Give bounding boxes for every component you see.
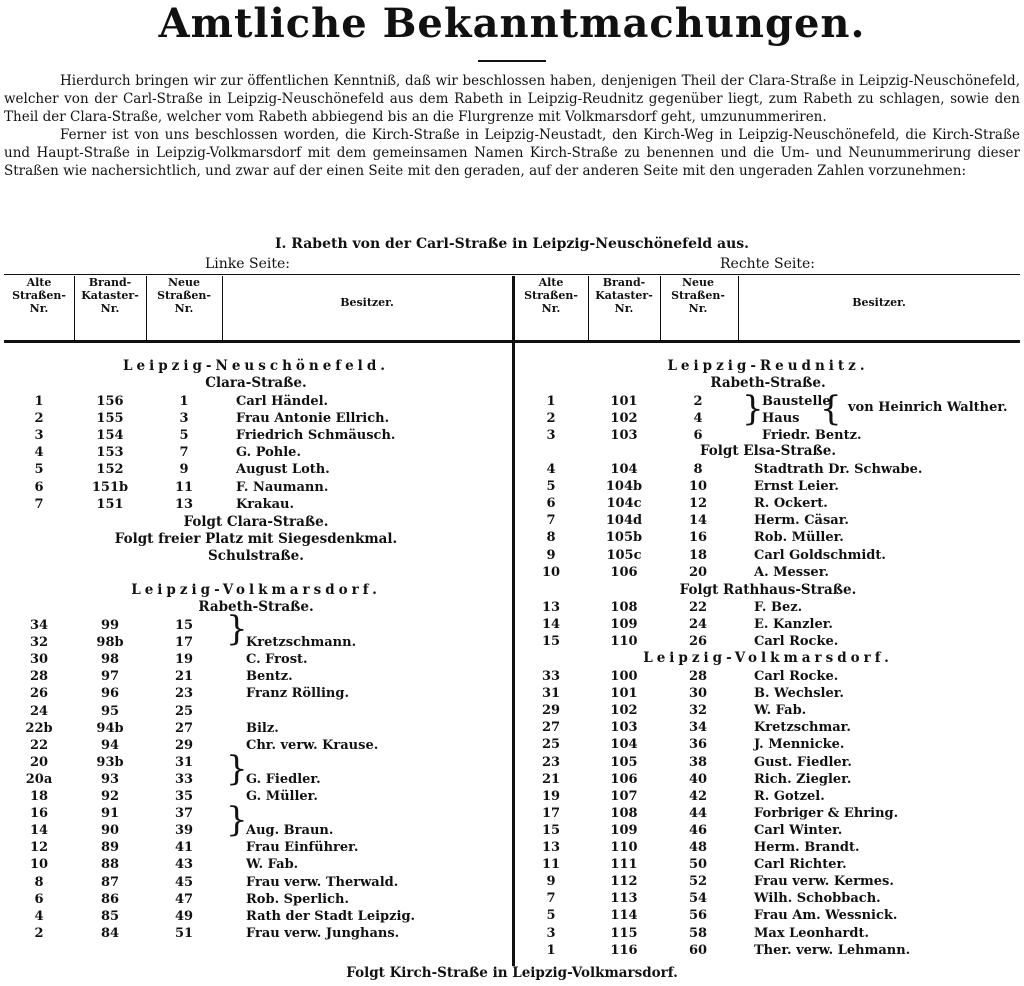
cadastre-number: 154	[96, 428, 124, 444]
cadastre-number: 99	[100, 618, 120, 633]
table-row	[0, 512, 1024, 529]
cadastre-number: 115	[610, 925, 638, 941]
owner-name: W. Fab.	[246, 857, 299, 873]
cadastre-number: 98	[100, 652, 120, 668]
old-street-number: 5	[34, 462, 44, 478]
owner-name: August Loth.	[236, 462, 330, 478]
old-street-number: 17	[541, 805, 561, 821]
new-street-number: 56	[688, 908, 708, 924]
old-street-number: 4	[546, 462, 556, 477]
table-row	[0, 839, 1024, 856]
new-street-number: 31	[174, 754, 194, 770]
cadastre-number: 113	[610, 891, 638, 907]
new-street-number: 16	[688, 530, 708, 546]
owner-name: Chr. verw. Krause.	[246, 737, 379, 753]
new-street-number: 10	[688, 479, 708, 495]
col-divider	[74, 276, 75, 340]
intro-paragraph-2: Ferner ist von uns beschlossen worden, die Kirch-Straße in Leipzig-Neustadt, den Kirch-Weg in Leipzig-Neuschönefeld, die Kirch-Straße und Haupt-Straße in Leipzig-Volkmarsdorf mit dem gemeinsamen Namen Kirch-Straße zu benennen und die Um- und Neunummerirung dieser Straßen wie nachersichtlich, und zwar auf der einen Seite mit den geraden, auf der anderen Seite mit den ungeraden Zahlen vorzunehmen:	[4, 127, 1020, 179]
owner-name: Bentz.	[246, 669, 293, 685]
table-row	[0, 495, 1024, 512]
cadastre-number: 87	[100, 874, 120, 890]
owner-name: Herm. Cäsar.	[754, 513, 849, 529]
cadastre-number: 94	[100, 737, 120, 753]
cadastre-number: 107	[610, 788, 638, 804]
right-header-alte: Alte Straßen-Nr.	[524, 276, 578, 315]
old-street-number: 6	[34, 479, 44, 495]
table-row	[0, 771, 1024, 788]
owner-name: Carl Richter.	[754, 857, 847, 873]
owner-name: Forbriger & Ehring.	[754, 805, 899, 821]
intro-paragraph-1: Hierdurch bringen wir zur öffentlichen Kenntniß, daß wir beschlossen haben, denjenigen Theil der Clara-Straße in Leipzig-Neuschönefeld, welcher von der Carl-Straße in Leipzig-Neuschönefeld aus dem Rabeth in Leipzig-Reudnitz gegenüber liegt, zum Rabeth zu schlagen, sowie den Theil der Clara-Straße, welcher vom Rabeth abbiegend bis an die Flurgrenze mit Volkmarsdorf geht, umzunummeriren.	[4, 73, 1020, 125]
section-title: I. Rabeth von der Carl-Straße in Leipzig-Neuschönefeld aus.	[274, 236, 750, 252]
owner-name: Frau verw. Junghans.	[246, 925, 400, 941]
old-street-number: 18	[29, 789, 49, 804]
table-row	[0, 942, 1024, 959]
new-street-number: 54	[688, 891, 708, 907]
owner-name: G. Müller.	[246, 789, 318, 804]
cadastre-number: 105b	[605, 530, 643, 546]
cadastre-number: 110	[610, 840, 638, 855]
cadastre-number: 151	[96, 496, 124, 512]
new-street-number: 28	[688, 669, 708, 684]
new-street-number: 47	[174, 891, 194, 907]
new-street-number: 29	[174, 737, 194, 753]
new-street-number: 2	[693, 394, 703, 409]
new-street-number: 25	[174, 703, 194, 719]
new-street-number: 42	[688, 788, 708, 804]
new-street-number: 7	[179, 445, 189, 461]
col-divider	[222, 276, 223, 340]
cadastre-number: 101	[610, 394, 638, 409]
table-row	[0, 736, 1024, 753]
owner-name: Carl Händel.	[236, 394, 329, 409]
table-row	[0, 564, 1024, 581]
new-street-number: 27	[174, 720, 194, 736]
owner-name: Ther. verw. Lehmann.	[754, 942, 911, 958]
new-street-number: 21	[174, 669, 194, 685]
cadastre-number: 109	[610, 617, 638, 633]
old-street-number: 29	[541, 703, 561, 719]
cadastre-number: 93b	[96, 754, 124, 770]
left-header-neue: Neue Straßen-Nr.	[157, 276, 211, 315]
old-street-number: 27	[541, 720, 561, 736]
title-rule	[478, 60, 546, 62]
owner-name: Max Leonhardt.	[754, 925, 869, 941]
table-row	[0, 822, 1024, 839]
owner-name: Gust. Fiedler.	[754, 754, 852, 770]
new-street-number: 45	[174, 874, 194, 890]
table-row	[0, 529, 1024, 546]
right-street-1: Rabeth-Straße.	[710, 375, 826, 391]
new-street-number: 19	[174, 652, 194, 668]
table-row	[0, 616, 1024, 633]
right-note-1: Folgt Elsa-Straße.	[699, 443, 837, 459]
right-side-label: Rechte Seite:	[720, 256, 816, 272]
owner-name: Rich. Ziegler.	[754, 771, 852, 787]
cadastre-number: 102	[610, 411, 638, 427]
new-street-number: 41	[174, 840, 194, 856]
new-street-number: 58	[688, 925, 708, 941]
table-row	[0, 907, 1024, 924]
new-street-number: 11	[174, 479, 194, 495]
new-street-number: 26	[688, 634, 708, 650]
table-row	[0, 547, 1024, 564]
old-street-number: 1	[34, 394, 44, 409]
new-street-number: 23	[174, 686, 194, 702]
new-street-number: 60	[688, 942, 708, 958]
left-note-1: Folgt Clara-Straße.	[183, 514, 329, 530]
new-street-number: 6	[693, 428, 703, 444]
old-street-number: 8	[34, 874, 44, 890]
table-row	[0, 461, 1024, 478]
table-row	[0, 719, 1024, 736]
brace-mark: {	[820, 389, 842, 429]
new-street-number: 9	[179, 462, 189, 478]
cadastre-number: 84	[100, 925, 120, 941]
owner-name: Baustelle	[762, 394, 831, 409]
cadastre-number: 85	[100, 908, 120, 924]
left-street-2: Rabeth-Straße.	[198, 599, 314, 615]
cadastre-number: 92	[100, 789, 120, 804]
page-title: Amtliche Bekanntmachungen.	[158, 0, 866, 47]
brace-mark: }	[226, 749, 248, 789]
cadastre-number: 102	[610, 703, 638, 719]
new-street-number: 39	[174, 823, 194, 839]
old-street-number: 14	[29, 823, 49, 839]
new-street-number: 22	[688, 600, 708, 615]
owner-name: G. Pohle.	[236, 445, 301, 461]
left-note-3: Schulstraße.	[208, 548, 304, 564]
owner-name: Frau verw. Therwald.	[246, 874, 399, 890]
new-street-number: 17	[174, 635, 194, 651]
old-street-number: 5	[546, 908, 556, 924]
old-street-number: 33	[541, 669, 561, 684]
owner-name: Carl Rocke.	[754, 634, 839, 650]
new-street-number: 20	[688, 564, 708, 580]
old-street-number: 25	[541, 737, 561, 753]
owner-name: Frau Einführer.	[246, 840, 359, 856]
cadastre-number: 112	[610, 874, 638, 890]
old-street-number: 22b	[25, 720, 53, 736]
old-street-number: 2	[34, 411, 44, 427]
cadastre-number: 91	[100, 806, 120, 822]
owner-name: Aug. Braun.	[246, 823, 334, 839]
old-street-number: 10	[541, 564, 561, 580]
new-street-number: 5	[179, 428, 189, 444]
old-street-number: 1	[546, 394, 556, 409]
owner-name: Ernst Leier.	[754, 479, 839, 495]
old-street-number: 16	[29, 806, 49, 822]
old-street-number: 21	[541, 771, 561, 787]
cadastre-number: 111	[610, 857, 638, 873]
new-street-number: 8	[693, 462, 703, 477]
old-street-number: 9	[546, 547, 556, 563]
new-street-number: 15	[174, 618, 194, 633]
old-street-number: 30	[29, 652, 49, 668]
new-street-number: 37	[174, 806, 194, 822]
old-street-number: 19	[541, 788, 561, 804]
col-divider	[738, 276, 739, 340]
cadastre-number: 95	[100, 703, 120, 719]
owner-name: J. Mennicke.	[754, 737, 845, 753]
old-street-number: 2	[34, 925, 44, 941]
old-street-number: 24	[29, 703, 49, 719]
cadastre-number: 105	[610, 754, 638, 770]
new-street-number: 40	[688, 771, 708, 787]
owner-name: R. Gotzel.	[754, 788, 825, 804]
cadastre-number: 109	[610, 822, 638, 838]
cadastre-number: 100	[610, 669, 638, 684]
cadastre-number: 151b	[91, 479, 129, 495]
table-row	[0, 633, 1024, 650]
owner-name: Kretzschmann.	[246, 635, 357, 651]
owner-name: F. Naumann.	[236, 479, 329, 495]
old-street-number: 12	[29, 840, 49, 856]
cadastre-number: 86	[100, 891, 120, 907]
table-row	[0, 702, 1024, 719]
left-location-1: Leipzig-Neuschönefeld.	[123, 358, 389, 374]
old-street-number: 15	[541, 634, 561, 650]
brace-mark: }	[226, 609, 248, 649]
cadastre-number: 88	[100, 857, 120, 873]
new-street-number: 38	[688, 754, 708, 770]
left-header-besitzer: Besitzer.	[340, 296, 394, 309]
left-note-2: Folgt freier Platz mit Siegesdenkmal.	[114, 531, 398, 547]
new-street-number: 12	[688, 496, 708, 512]
table-row	[0, 890, 1024, 907]
owner-name: G. Fiedler.	[246, 771, 321, 787]
owner-name: Wilh. Schobbach.	[754, 891, 881, 907]
left-header-brand: Brand-Kataster-Nr.	[81, 276, 139, 315]
table-row	[0, 856, 1024, 873]
owner-name: Carl Winter.	[754, 822, 843, 838]
table-row	[0, 427, 1024, 444]
owner-name: Rath der Stadt Leipzig.	[246, 908, 416, 924]
old-street-number: 28	[29, 669, 49, 685]
old-street-number: 2	[546, 411, 556, 427]
cadastre-number: 89	[100, 840, 120, 856]
footer-note: Folgt Kirch-Straße in Leipzig-Volkmarsdorf.	[346, 965, 678, 981]
new-street-number: 4	[693, 411, 703, 427]
owner-name: Kretzschmar.	[754, 720, 851, 736]
old-street-number: 7	[546, 513, 556, 529]
cadastre-number: 110	[610, 634, 638, 650]
brace-mark: }	[742, 389, 764, 429]
col-divider	[660, 276, 661, 340]
new-street-number: 18	[688, 547, 708, 563]
owner-name: Friedrich Schmäusch.	[236, 428, 396, 444]
col-divider	[146, 276, 147, 340]
table-row	[0, 668, 1024, 685]
new-street-number: 35	[174, 789, 194, 804]
new-street-number: 14	[688, 513, 708, 529]
cadastre-number: 106	[610, 564, 638, 580]
old-street-number: 20a	[25, 771, 53, 787]
owner-name: F. Bez.	[754, 600, 803, 615]
old-street-number: 11	[541, 857, 561, 873]
left-street-1: Clara-Straße.	[205, 375, 307, 391]
owner-name: Herm. Brandt.	[754, 840, 860, 855]
old-street-number: 3	[34, 428, 44, 444]
new-street-number: 13	[174, 496, 194, 512]
owner-name: Rob. Sperlich.	[246, 891, 349, 907]
table-row	[0, 685, 1024, 702]
owner-name: Rob. Müller.	[754, 530, 844, 546]
cadastre-number: 155	[96, 411, 124, 427]
new-street-number: 32	[688, 703, 708, 719]
table-row	[0, 805, 1024, 822]
new-street-number: 48	[688, 840, 708, 855]
old-street-number: 8	[546, 530, 556, 546]
table-row	[0, 873, 1024, 890]
brace-mark: }	[226, 800, 248, 840]
cadastre-number: 94b	[96, 720, 124, 736]
col-divider	[588, 276, 589, 340]
old-street-number: 34	[29, 618, 49, 633]
new-street-number: 49	[174, 908, 194, 924]
left-header-alte: Alte Straßen-Nr.	[12, 276, 66, 315]
right-location-1: Leipzig-Reudnitz.	[667, 358, 869, 374]
old-street-number: 3	[546, 925, 556, 941]
new-street-number: 50	[688, 857, 708, 873]
owner-name: Friedr. Bentz.	[762, 428, 862, 444]
old-street-number: 14	[541, 617, 561, 633]
new-street-number: 36	[688, 737, 708, 753]
owner-name: Carl Rocke.	[754, 669, 839, 684]
cadastre-number: 105c	[606, 547, 642, 563]
cadastre-number: 104	[610, 737, 638, 753]
cadastre-number: 104c	[606, 496, 642, 512]
cadastre-number: 108	[610, 600, 638, 615]
owner-name: Frau Antonie Ellrich.	[236, 411, 390, 427]
new-street-number: 43	[174, 857, 194, 873]
old-street-number: 20	[29, 754, 49, 770]
header-top-rule	[4, 274, 1020, 275]
owner-name: Haus	[762, 411, 800, 427]
old-street-number: 3	[546, 428, 556, 444]
old-street-number: 9	[546, 874, 556, 890]
cadastre-number: 153	[96, 445, 124, 461]
cadastre-number: 114	[610, 908, 638, 924]
cadastre-number: 152	[96, 462, 124, 478]
old-street-number: 13	[541, 840, 561, 855]
old-street-number: 7	[34, 496, 44, 512]
cadastre-number: 93	[100, 771, 120, 787]
old-street-number: 15	[541, 822, 561, 838]
owner-name: E. Kanzler.	[754, 617, 833, 633]
owner-name: C. Frost.	[246, 652, 308, 668]
table-row	[0, 478, 1024, 495]
cadastre-number: 96	[100, 686, 120, 702]
owner-name: R. Ockert.	[754, 496, 828, 512]
left-side-label: Linke Seite:	[205, 256, 290, 272]
new-street-number: 51	[174, 925, 194, 941]
cadastre-number: 104d	[605, 513, 643, 529]
left-location-2: Leipzig-Volkmarsdorf.	[131, 582, 381, 598]
old-street-number: 4	[34, 908, 44, 924]
cadastre-number: 98b	[96, 635, 124, 651]
old-street-number: 10	[29, 857, 49, 873]
owner-name: Franz Rölling.	[246, 686, 349, 702]
old-street-number: 22	[29, 737, 49, 753]
old-street-number: 6	[546, 496, 556, 512]
old-street-number: 4	[34, 445, 44, 461]
right-location-2: Leipzig-Volkmarsdorf.	[643, 650, 893, 666]
brace-owner: von Heinrich Walther.	[848, 400, 1008, 415]
owner-name: B. Wechsler.	[754, 686, 844, 702]
new-street-number: 24	[688, 617, 708, 633]
old-street-number: 5	[546, 479, 556, 495]
cadastre-number: 97	[100, 669, 120, 685]
table-row	[0, 754, 1024, 771]
new-street-number: 44	[688, 805, 708, 821]
owner-name: Frau Am. Wessnick.	[754, 908, 898, 924]
cadastre-number: 108	[610, 805, 638, 821]
right-note-2: Folgt Rathhaus-Straße.	[679, 582, 857, 598]
right-header-neue: Neue Straßen-Nr.	[671, 276, 725, 315]
new-street-number: 52	[688, 874, 708, 890]
owner-name: Stadtrath Dr. Schwabe.	[754, 462, 923, 477]
owner-name: Krakau.	[236, 496, 294, 512]
cadastre-number: 106	[610, 771, 638, 787]
right-header-besitzer: Besitzer.	[852, 296, 906, 309]
cadastre-number: 104	[610, 462, 638, 477]
old-street-number: 1	[546, 942, 556, 958]
owner-name: W. Fab.	[754, 703, 807, 719]
new-street-number: 3	[179, 411, 189, 427]
old-street-number: 32	[29, 635, 49, 651]
owner-name: Bilz.	[246, 720, 279, 736]
new-street-number: 46	[688, 822, 708, 838]
old-street-number: 26	[29, 686, 49, 702]
cadastre-number: 116	[610, 942, 638, 958]
right-header-brand: Brand-Kataster-Nr.	[595, 276, 653, 315]
owner-name: Frau verw. Kermes.	[754, 874, 894, 890]
new-street-number: 1	[179, 394, 189, 409]
old-street-number: 7	[546, 891, 556, 907]
cadastre-number: 90	[100, 823, 120, 839]
cadastre-number: 103	[610, 428, 638, 444]
table-row	[0, 788, 1024, 805]
cadastre-number: 101	[610, 686, 638, 702]
cadastre-number: 103	[610, 720, 638, 736]
cadastre-number: 104b	[605, 479, 643, 495]
owner-name: A. Messer.	[754, 564, 829, 580]
new-street-number: 34	[688, 720, 708, 736]
new-street-number: 30	[688, 686, 708, 702]
old-street-number: 23	[541, 754, 561, 770]
old-street-number: 13	[541, 600, 561, 615]
table-row	[0, 599, 1024, 616]
old-street-number: 31	[541, 686, 561, 702]
cadastre-number: 156	[96, 394, 124, 409]
intro-text	[4, 72, 1020, 180]
table-row	[0, 925, 1024, 942]
old-street-number: 6	[34, 891, 44, 907]
new-street-number: 33	[174, 771, 194, 787]
owner-name: Carl Goldschmidt.	[754, 547, 886, 563]
